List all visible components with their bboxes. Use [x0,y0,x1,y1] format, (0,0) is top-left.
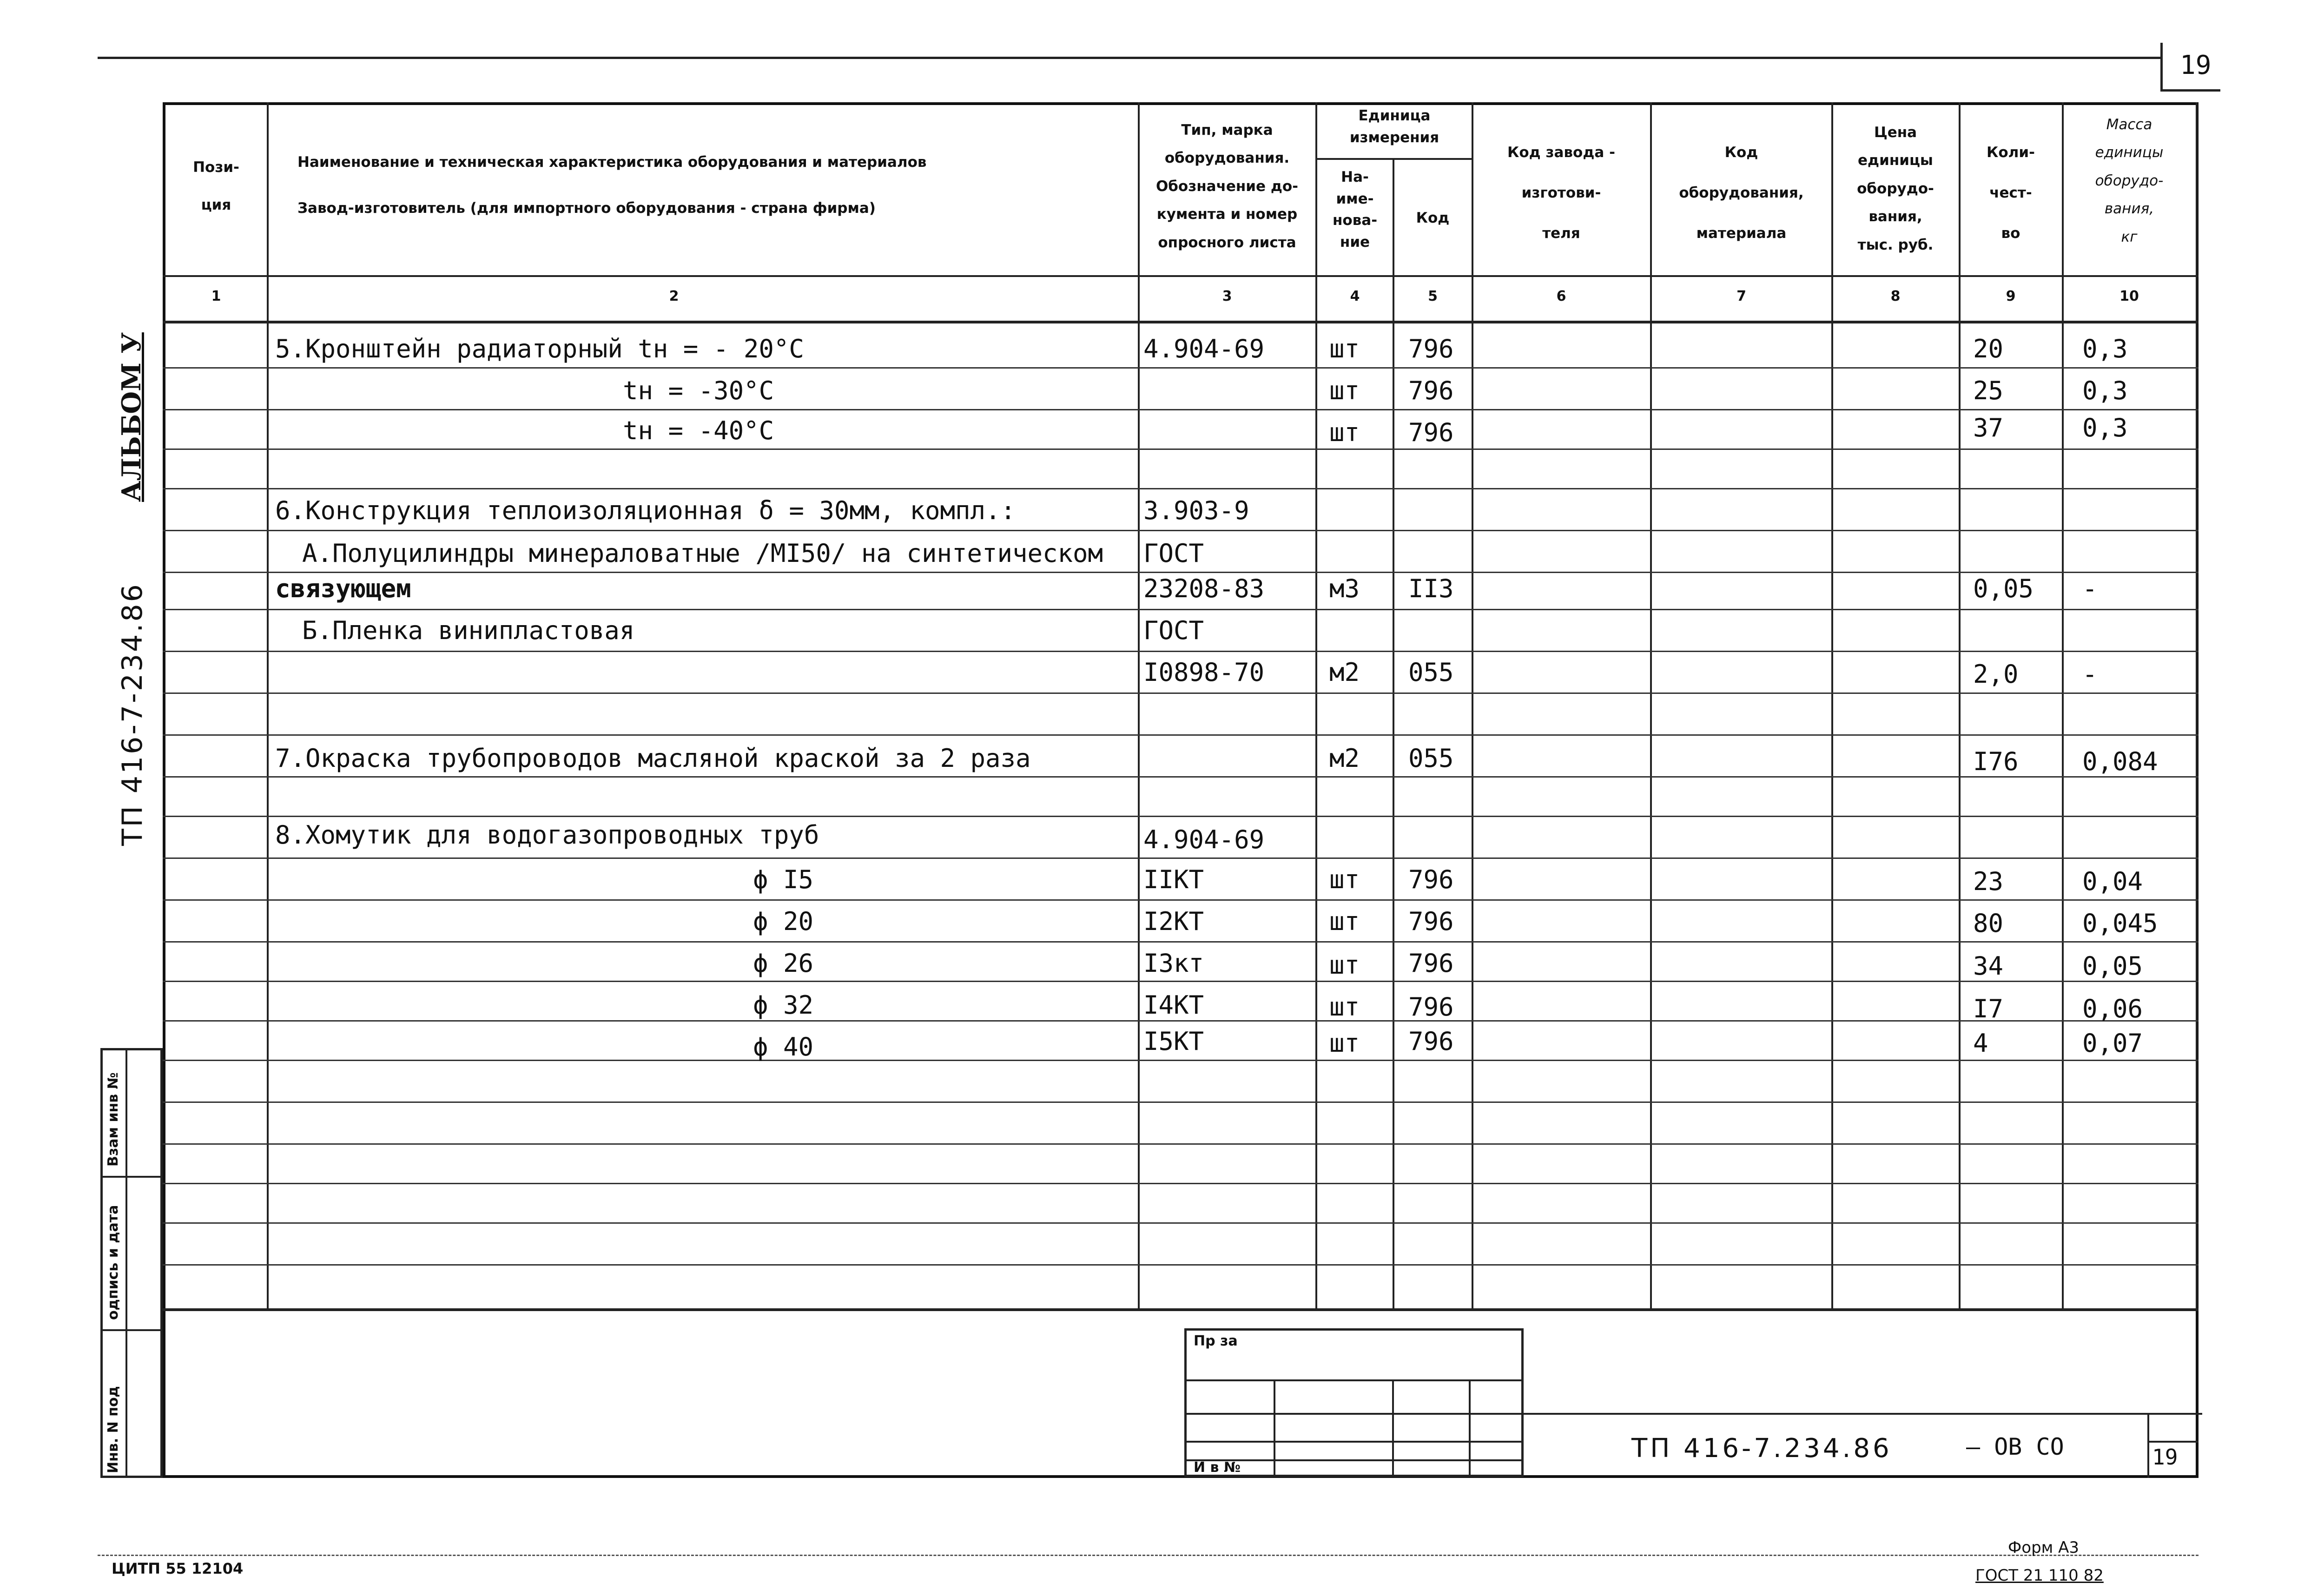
row-name: ϕ 20 [753,907,814,936]
row-line [163,981,2199,982]
title-block-right-col [2147,1413,2149,1478]
row-qty: 80 [1973,909,2004,938]
row-mass: 0,3 [2082,334,2128,363]
col-line-8 [1959,102,1961,1308]
title-block-row [1184,1441,1524,1443]
col-line-3 [1315,102,1317,1308]
colnum-6: 6 [1556,288,1566,304]
row-type: I0898-70 [1143,658,1265,687]
top-border-line [98,57,2161,59]
row-type: I2КТ [1143,907,1204,936]
title-block-row [1184,1413,1524,1415]
row-unit: шт [1329,907,1360,936]
colnum-4: 4 [1350,288,1360,304]
title-block-grid [1184,1328,1524,1477]
row-qty: 20 [1973,334,2004,363]
row-name: 8.Хомутик для водогазопроводных труб [275,820,819,850]
row-code: 796 [1408,865,1454,894]
col-line-7 [1831,102,1833,1308]
row-name: 5.Кронштейн радиаторный tн = - 20°С [275,334,804,363]
stamp-doc-suffix: — ОВ СО [1966,1433,2064,1460]
row-code: 796 [1408,992,1454,1022]
stamp-pr-za: Пр за [1194,1333,1238,1349]
row-type: 3.903-9 [1143,496,1249,525]
row-unit: шт [1329,418,1360,447]
side-doc-code: ТП 416-7-234.86 [116,582,149,846]
row-unit: м3 [1329,574,1360,603]
row-qty: 0,05 [1973,574,2034,603]
colnum-7: 7 [1736,288,1746,304]
row-type: 4.904-69 [1143,334,1265,363]
row-name: 7.Окраска трубопроводов масляной краской за 2 раза [275,744,1031,773]
equipment-table-sheet [163,102,2199,1478]
row-line [163,1020,2199,1022]
row-type: IIКТ [1143,865,1204,894]
row-mass: 0,045 [2082,909,2158,938]
row-mass: 0,084 [2082,747,2158,776]
header-unit-code: Код [1416,210,1450,226]
title-block-right-line [1524,1413,2202,1415]
row-name: tн = -40°С [623,416,774,445]
colnum-5: 5 [1428,288,1438,304]
header-factory-code: Код завода - изготови- теля [1507,144,1615,242]
header-position: Пози- ция [193,159,239,213]
left-margin-sign-date-label: одпись и дата [105,1205,121,1320]
stamp-doc-code: ТП 416-7.234.86 [1631,1433,1892,1464]
unit-group-line [1315,158,1472,160]
row-line [163,488,2199,489]
row-qty: 2,0 [1973,660,2019,689]
row-line [163,1222,2199,1224]
row-code: 055 [1408,744,1454,773]
row-mass: 0,06 [2082,994,2143,1023]
row-qty: I7 [1973,994,2004,1023]
header-type: Тип, марка оборудования. Обозначение до- кумента и номер опросного листа [1155,122,1299,251]
row-line [163,692,2199,694]
row-line [163,530,2199,531]
row-code: 796 [1408,418,1454,447]
row-code: II3 [1408,574,1454,603]
footer-left-code: ЦИТП 55 12104 [112,1560,244,1577]
left-margin-row [100,1176,163,1178]
header-material-code: Код оборудования, материала [1679,144,1804,242]
row-name: 6.Конструкция теплоизоляционная δ = 30мм, компл.: [275,496,1016,525]
row-mass: 0,3 [2082,413,2128,442]
col-line-10 [2196,102,2198,1308]
row-unit: шт [1329,992,1360,1022]
row-name: Б.Пленка винипластовая [302,616,635,645]
left-margin-row [100,1329,163,1331]
row-mass: 0,3 [2082,376,2128,405]
row-code: 796 [1408,949,1454,978]
row-mass: - [2082,574,2098,603]
row-unit: шт [1329,334,1360,363]
header-quantity: Коли- чест- во [1987,144,2035,242]
stamp-i-v-no: И в № [1194,1459,1241,1476]
left-margin-vzam-label: Взам инв № [105,1072,121,1167]
row-type: I3кт [1143,949,1204,978]
row-unit: м2 [1329,744,1360,773]
left-margin-divider [125,1048,127,1478]
row-line [163,816,2199,817]
row-line [163,651,2199,652]
row-name: tн = -30°С [623,376,774,405]
row-line [163,572,2199,573]
row-line [163,1264,2199,1266]
row-type: ГОСТ [1143,616,1204,645]
col-line-1 [267,102,269,1308]
row-type: 23208-83 [1143,574,1265,603]
footer-form: Форм А3 [2008,1538,2079,1557]
row-line [163,367,2199,369]
col-line-2 [1138,102,1140,1308]
stamp-sheet-number: 19 [2152,1444,2178,1470]
colnum-2: 2 [669,288,679,304]
header-name: Наименование и техническая характеристика оборудования и материалов Завод-изготовитель (для импортного оборудования - страна фирма) [297,154,927,217]
row-type: 4.904-69 [1143,825,1265,854]
row-line [163,1143,2199,1145]
row-line [163,1101,2199,1103]
col-line-4 [1393,158,1394,1308]
row-unit: шт [1329,1029,1360,1058]
row-mass: 0,05 [2082,951,2143,981]
row-line [163,1183,2199,1184]
row-line [163,899,2199,901]
row-code: 796 [1408,907,1454,936]
row-qty: I76 [1973,747,2019,776]
title-block-col [1469,1379,1471,1477]
row-unit: шт [1329,865,1360,894]
row-qty: 4 [1973,1029,1988,1058]
header-mass: Масса единицы оборудо- вания, кг [2095,116,2164,245]
colnum-bottom-line [163,321,2199,323]
left-margin-inv-label: Инв. N под [105,1386,121,1473]
row-name: ϕ I5 [753,865,814,894]
row-mass: 0,04 [2082,867,2143,896]
row-line [163,409,2199,410]
row-code: 796 [1408,1027,1454,1056]
row-name: А.Полуцилиндры минераловатные /МI50/ на синтетическом [302,539,1103,568]
header-unit-group: Единица измерения [1349,107,1439,146]
col-line-5 [1472,102,1473,1308]
row-qty: 34 [1973,951,2004,981]
footer-left-line [98,1555,2199,1556]
row-name: связующем [275,574,411,603]
row-mass: - [2082,660,2098,689]
row-name: ϕ 40 [753,1032,814,1062]
title-block-row [1184,1379,1524,1381]
colnum-10: 10 [2119,288,2139,304]
row-type: I4КТ [1143,990,1204,1020]
table-bottom-line [163,1308,2199,1311]
album-label: АЛЬБОМ У [116,332,147,502]
row-name: ϕ 26 [753,949,814,978]
row-unit: м2 [1329,658,1360,687]
row-code: 796 [1408,334,1454,363]
header-unit-name: На- име- нова- ние [1332,169,1378,251]
col-line-9 [2062,102,2064,1308]
row-line [163,609,2199,610]
row-name: ϕ 32 [753,990,814,1020]
title-block-col [1392,1379,1394,1477]
row-line [163,857,2199,859]
page-number: 19 [2180,50,2212,80]
row-unit: шт [1329,376,1360,405]
header-bottom-line [163,275,2199,277]
row-qty: 23 [1973,867,2004,896]
row-code: 055 [1408,658,1454,687]
row-type: I5КТ [1143,1027,1204,1056]
colnum-1: 1 [211,288,221,304]
row-qty: 25 [1973,376,2004,405]
row-line [163,941,2199,943]
row-line [163,1060,2199,1061]
col-line-6 [1650,102,1652,1308]
footer-gost: ГОСТ 21 110 82 [1975,1566,2104,1585]
row-code: 796 [1408,376,1454,405]
row-unit: шт [1329,950,1360,980]
row-mass: 0,07 [2082,1029,2143,1058]
title-block-col [1274,1379,1275,1477]
row-line [163,448,2199,450]
colnum-9: 9 [2006,288,2016,304]
row-type: ГОСТ [1143,539,1204,568]
row-line [163,734,2199,736]
colnum-3: 3 [1222,288,1232,304]
title-block-right-line [2147,1441,2199,1443]
colnum-8: 8 [1890,288,1901,304]
header-price: Цена единицы оборудо- вания, тыс. руб. [1857,124,1934,253]
row-qty: 37 [1973,413,2004,442]
row-line [163,776,2199,778]
